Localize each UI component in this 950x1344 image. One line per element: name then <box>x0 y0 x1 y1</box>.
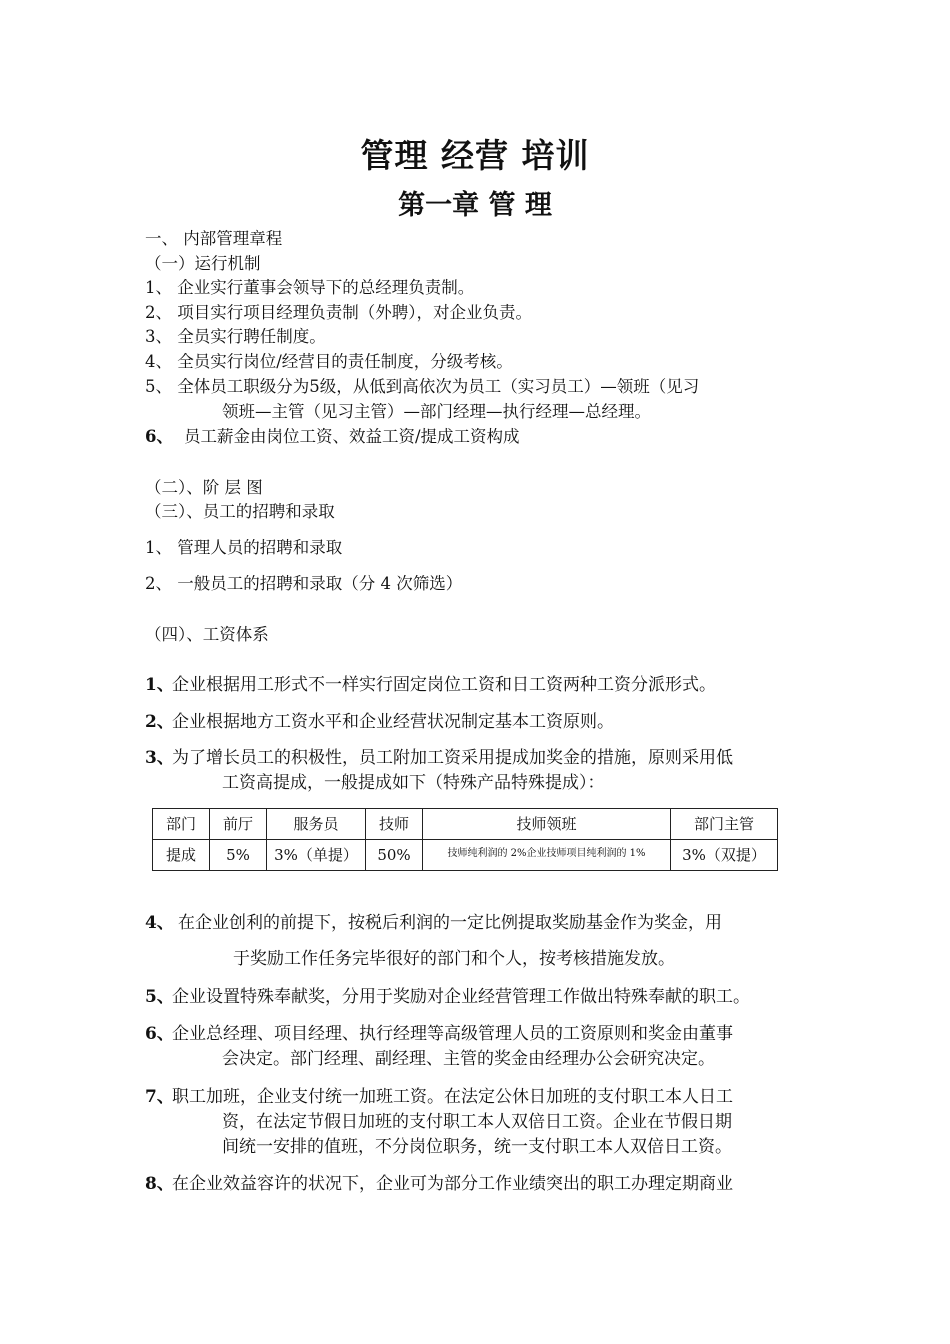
list-number: 6、 <box>145 1024 174 1044</box>
list-item: 员工薪金由岗位工资、效益工资/提成工资构成 <box>184 427 520 446</box>
list-number: 3、 <box>145 748 174 768</box>
list-item-continuation: 工资高提成，一般提成如下（特殊产品特殊提成）： <box>222 773 605 793</box>
table-header-cell: 技师领班 <box>423 809 671 840</box>
subsection-heading: （一）运行机制 <box>145 254 261 273</box>
section-heading: 一、 内部管理章程 <box>145 229 283 248</box>
table-header-cell: 部门主管 <box>671 809 778 840</box>
list-number: 8、 <box>145 1174 174 1194</box>
list-number: 7、 <box>145 1087 174 1107</box>
list-number: 2、 <box>145 712 174 732</box>
list-number: 5、 <box>145 987 174 1007</box>
subsection-heading: （四）、工资体系 <box>145 625 269 644</box>
table-header-cell: 前厅 <box>210 809 267 840</box>
list-item-continuation: 于奖励工作任务完毕很好的部门和个人，按考核措施发放。 <box>233 949 675 969</box>
list-number: 6、 <box>145 427 173 446</box>
list-item: 1、 管理人员的招聘和录取 <box>145 538 343 557</box>
table-header-cell: 服务员 <box>267 809 366 840</box>
list-item: 1、 企业实行董事会领导下的总经理负责制。 <box>145 278 475 297</box>
table-row <box>153 840 778 871</box>
list-number: 4、 <box>145 913 174 933</box>
table-header-cell: 技师 <box>366 809 423 840</box>
list-item: 4、 全员实行岗位/经营目的责任制度，分级考核。 <box>145 352 513 371</box>
subsection-heading: （二）、阶 层 图 <box>145 478 263 497</box>
list-item-continuation: 领班—主管（见习主管）—部门经理—执行经理—总经理。 <box>222 402 651 421</box>
list-item: 企业总经理、项目经理、执行经理等高级管理人员的工资原则和奖金由董事 <box>172 1024 733 1044</box>
chapter-title: 第一章 管 理 <box>398 190 552 221</box>
list-item-continuation: 间统一安排的值班，不分岗位职务，统一支付职工本人双倍日工资。 <box>222 1137 732 1157</box>
list-item-continuation: 会决定。部门经理、副经理、主管的奖金由经理办公会研究决定。 <box>222 1049 715 1069</box>
table-header-cell: 部门 <box>153 809 210 840</box>
list-item: 企业根据地方工资水平和企业经营状况制定基本工资原则。 <box>172 712 614 732</box>
table-cell: 3%（单提） <box>267 840 366 871</box>
list-item: 为了增长员工的积极性，员工附加工资采用提成加奖金的措施，原则采用低 <box>172 748 733 768</box>
list-item: 企业设置特殊奉献奖，分用于奖励对企业经营管理工作做出特殊奉献的职工。 <box>172 987 750 1007</box>
table-cell: 50% <box>366 840 423 871</box>
table-cell: 3%（双提） <box>671 840 778 871</box>
list-item: 在企业创利的前提下，按税后利润的一定比例提取奖励基金作为奖金，用 <box>178 913 722 933</box>
table-header-row <box>153 809 778 840</box>
list-item: 3、 全员实行聘任制度。 <box>145 327 326 346</box>
list-item: 职工加班，企业支付统一加班工资。在法定公休日加班的支付职工本人日工 <box>172 1087 733 1107</box>
list-item-continuation: 资，在法定节假日加班的支付职工本人双倍日工资。企业在节假日期 <box>222 1112 732 1132</box>
list-item: 企业根据用工形式不一样实行固定岗位工资和日工资两种工资分派形式。 <box>172 675 716 695</box>
list-item: 在企业效益容许的状况下，企业可为部分工作业绩突出的职工办理定期商业 <box>172 1174 733 1194</box>
page-title: 管理 经营 培训 <box>360 136 590 175</box>
list-item: 2、 项目实行项目经理负责制（外聘），对企业负责。 <box>145 303 532 322</box>
table-cell: 5% <box>210 840 267 871</box>
table-cell: 提成 <box>153 840 210 871</box>
table-cell: 技师纯利润的 2%企业技师项目纯利润的 1% <box>423 840 671 871</box>
list-number: 1、 <box>145 675 174 695</box>
list-item: 2、 一般员工的招聘和录取（分 4 次筛选） <box>145 574 463 593</box>
list-item: 5、 全体员工职级分为5级，从低到高依次为员工（实习员工）—领班（见习 <box>145 377 700 396</box>
subsection-heading: （三）、员工的招聘和录取 <box>145 502 335 521</box>
commission-table <box>152 808 778 871</box>
